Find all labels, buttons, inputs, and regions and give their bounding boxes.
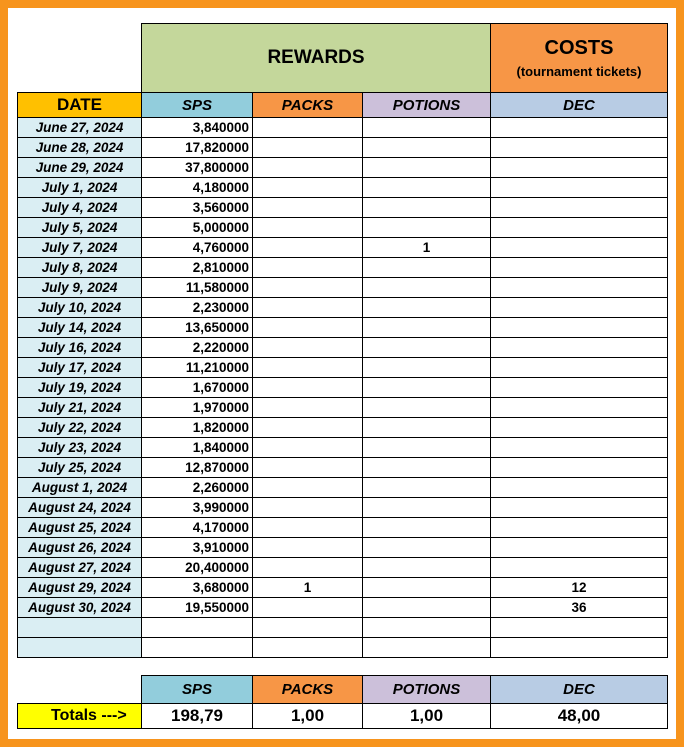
table-cell-packs[interactable]: [252, 517, 363, 538]
table-cell-dec[interactable]: [490, 457, 668, 478]
table-cell-packs[interactable]: [252, 117, 363, 138]
table-cell-potions[interactable]: [362, 337, 491, 358]
column-header-date[interactable]: [17, 92, 142, 118]
table-cell-dec[interactable]: [490, 177, 668, 198]
table-cell-dec[interactable]: [490, 257, 668, 278]
table-cell-sps-value: 17,820000: [185, 140, 249, 155]
table-cell-date[interactable]: [17, 237, 142, 258]
table-cell-sps-value: 3,990000: [192, 500, 249, 515]
costs-header-subtitle: (tournament tickets): [516, 64, 642, 79]
table-cell-date[interactable]: [17, 157, 142, 178]
table-cell-packs[interactable]: [252, 437, 363, 458]
table-cell-sps[interactable]: [141, 557, 253, 578]
table-cell-date[interactable]: [17, 277, 142, 298]
table-cell-sps-value: 2,810000: [192, 260, 249, 275]
table-cell-date[interactable]: [17, 137, 142, 158]
table-cell-sps-value: 3,910000: [192, 540, 249, 555]
table-cell-sps[interactable]: [141, 437, 253, 458]
table-cell-packs[interactable]: [252, 177, 363, 198]
totals-sps-value: 198,79: [171, 706, 223, 725]
table-cell-packs[interactable]: [252, 637, 363, 658]
table-cell-dec[interactable]: [490, 297, 668, 318]
column-header-date-label: DATE: [56, 95, 102, 114]
table-cell-date-value: July 8, 2024: [41, 260, 118, 275]
table-cell-date[interactable]: [17, 377, 142, 398]
table-cell-potions[interactable]: [362, 137, 491, 158]
totals-header-packs-label: PACKS: [281, 681, 334, 698]
table-cell-packs[interactable]: [252, 577, 363, 598]
table-cell-packs[interactable]: [252, 317, 363, 338]
table-cell-potions[interactable]: [362, 317, 491, 338]
table-cell-sps-value: 4,170000: [192, 520, 249, 535]
table-cell-dec[interactable]: [490, 377, 668, 398]
table-cell-date-value: June 28, 2024: [35, 140, 124, 155]
table-cell-date[interactable]: [17, 617, 142, 638]
table-cell-sps-value: 2,220000: [192, 340, 249, 355]
column-header-dec[interactable]: [490, 92, 668, 118]
totals-header-sps-label: SPS: [181, 681, 212, 698]
table-cell-date-value: July 17, 2024: [37, 360, 122, 375]
table-cell-dec[interactable]: [490, 537, 668, 558]
table-cell-date[interactable]: [17, 557, 142, 578]
table-cell-date-value: July 4, 2024: [41, 200, 118, 215]
table-cell-date-value: August 25, 2024: [28, 520, 131, 535]
table-cell-packs[interactable]: [252, 457, 363, 478]
totals-header-potions-label: POTIONS: [392, 681, 461, 698]
table-cell-dec[interactable]: [490, 617, 668, 638]
table-cell-potions[interactable]: [362, 237, 491, 258]
spreadsheet: [8, 8, 676, 739]
table-cell-potions[interactable]: [362, 437, 491, 458]
table-cell-date-value: August 30, 2024: [28, 600, 131, 615]
table-cell-sps-value: 19,550000: [185, 600, 249, 615]
rewards-header: [141, 23, 491, 93]
table-cell-sps[interactable]: [141, 537, 253, 558]
table-cell-sps-value: 13,650000: [185, 320, 249, 335]
table-cell-date-value: August 1, 2024: [31, 480, 128, 495]
rewards-header-label: REWARDS: [267, 47, 365, 68]
table-cell-potions[interactable]: [362, 557, 491, 578]
column-header-dec-label: DEC: [563, 96, 595, 114]
table-cell-potions[interactable]: [362, 577, 491, 598]
table-cell-sps-value: 12,870000: [185, 460, 249, 475]
table-cell-packs[interactable]: [252, 417, 363, 438]
table-cell-potions[interactable]: [362, 157, 491, 178]
column-header-sps[interactable]: [141, 92, 253, 118]
table-cell-packs[interactable]: [252, 597, 363, 618]
table-cell-sps[interactable]: [141, 117, 253, 138]
table-cell-potions[interactable]: [362, 397, 491, 418]
table-cell-sps[interactable]: [141, 217, 253, 238]
table-cell-sps-value: 2,230000: [192, 300, 249, 315]
table-cell-potions[interactable]: [362, 117, 491, 138]
table-cell-packs-value: 1: [303, 580, 312, 595]
table-cell-date[interactable]: [17, 197, 142, 218]
table-cell-sps-value: 1,820000: [192, 420, 249, 435]
table-cell-packs[interactable]: [252, 557, 363, 578]
table-cell-sps[interactable]: [141, 177, 253, 198]
table-cell-sps[interactable]: [141, 317, 253, 338]
totals-header-sps[interactable]: [141, 675, 253, 704]
totals-packs-value: 1,00: [290, 706, 325, 725]
table-cell-potions[interactable]: [362, 297, 491, 318]
table-cell-date-value: July 7, 2024: [41, 240, 118, 255]
table-cell-packs[interactable]: [252, 137, 363, 158]
table-cell-dec[interactable]: [490, 197, 668, 218]
totals-dec[interactable]: [490, 703, 668, 729]
table-cell-potions[interactable]: [362, 417, 491, 438]
table-cell-potions[interactable]: [362, 377, 491, 398]
table-cell-sps[interactable]: [141, 577, 253, 598]
table-cell-sps[interactable]: [141, 297, 253, 318]
table-cell-dec[interactable]: [490, 237, 668, 258]
table-cell-date-value: June 29, 2024: [35, 160, 124, 175]
table-cell-date[interactable]: [17, 317, 142, 338]
totals-label[interactable]: [17, 703, 142, 729]
table-cell-date-value: August 26, 2024: [28, 540, 131, 555]
table-cell-dec[interactable]: [490, 357, 668, 378]
table-cell-date-value: July 10, 2024: [37, 300, 122, 315]
table-cell-packs[interactable]: [252, 157, 363, 178]
table-cell-sps-value: 5,000000: [192, 220, 249, 235]
table-cell-packs[interactable]: [252, 217, 363, 238]
totals-potions[interactable]: [362, 703, 491, 729]
table-cell-sps[interactable]: [141, 457, 253, 478]
table-cell-date-value: August 27, 2024: [28, 560, 131, 575]
table-cell-packs[interactable]: [252, 377, 363, 398]
table-cell-potions[interactable]: [362, 217, 491, 238]
table-cell-sps-value: 11,580000: [185, 280, 249, 295]
table-cell-dec[interactable]: [490, 217, 668, 238]
table-cell-dec[interactable]: [490, 597, 668, 618]
table-cell-dec[interactable]: [490, 277, 668, 298]
table-cell-sps-value: 4,760000: [192, 240, 249, 255]
table-cell-sps-value: 3,560000: [192, 200, 249, 215]
table-cell-packs[interactable]: [252, 257, 363, 278]
table-cell-sps[interactable]: [141, 377, 253, 398]
table-cell-sps[interactable]: [141, 157, 253, 178]
table-cell-potions[interactable]: [362, 617, 491, 638]
table-cell-date[interactable]: [17, 537, 142, 558]
table-cell-packs[interactable]: [252, 537, 363, 558]
table-cell-date[interactable]: [17, 357, 142, 378]
totals-header-dec-label: DEC: [563, 681, 595, 698]
table-cell-potions[interactable]: [362, 637, 491, 658]
table-cell-packs[interactable]: [252, 617, 363, 638]
table-cell-date[interactable]: [17, 577, 142, 598]
table-cell-dec[interactable]: [490, 557, 668, 578]
table-cell-date[interactable]: [17, 517, 142, 538]
table-cell-date[interactable]: [17, 297, 142, 318]
table-cell-sps-value: 37,800000: [185, 160, 249, 175]
table-cell-date[interactable]: [17, 417, 142, 438]
column-header-potions-label: POTIONS: [392, 96, 461, 114]
table-cell-packs[interactable]: [252, 477, 363, 498]
table-cell-potions[interactable]: [362, 177, 491, 198]
table-cell-sps[interactable]: [141, 277, 253, 298]
table-cell-potions[interactable]: [362, 517, 491, 538]
table-cell-date[interactable]: [17, 177, 142, 198]
totals-dec-value: 48,00: [557, 706, 601, 725]
table-cell-sps[interactable]: [141, 337, 253, 358]
table-cell-sps[interactable]: [141, 357, 253, 378]
table-cell-date-value: July 16, 2024: [37, 340, 122, 355]
table-cell-sps[interactable]: [141, 637, 253, 658]
totals-header-packs[interactable]: [252, 675, 363, 704]
table-cell-sps-value: 3,680000: [192, 580, 249, 595]
table-cell-potions[interactable]: [362, 597, 491, 618]
table-cell-sps[interactable]: [141, 397, 253, 418]
table-cell-sps-value: 1,670000: [192, 380, 249, 395]
table-cell-packs[interactable]: [252, 497, 363, 518]
table-cell-date[interactable]: [17, 117, 142, 138]
table-cell-date[interactable]: [17, 597, 142, 618]
table-cell-dec[interactable]: [490, 497, 668, 518]
table-cell-date-value: July 14, 2024: [37, 320, 122, 335]
table-cell-date[interactable]: [17, 397, 142, 418]
totals-header-dec[interactable]: [490, 675, 668, 704]
table-cell-sps-value: 20,400000: [185, 560, 249, 575]
table-cell-date[interactable]: [17, 497, 142, 518]
table-cell-potions[interactable]: [362, 457, 491, 478]
table-cell-potions[interactable]: [362, 477, 491, 498]
table-cell-date[interactable]: [17, 477, 142, 498]
table-cell-date-value: July 21, 2024: [37, 400, 122, 415]
table-cell-date[interactable]: [17, 217, 142, 238]
table-cell-date-value: August 29, 2024: [28, 580, 131, 595]
table-cell-dec[interactable]: [490, 477, 668, 498]
table-cell-sps-value: 1,970000: [192, 400, 249, 415]
table-cell-packs[interactable]: [252, 237, 363, 258]
table-cell-potions-value: 1: [422, 240, 431, 255]
table-cell-potions[interactable]: [362, 257, 491, 278]
table-cell-dec-value: 36: [571, 600, 587, 615]
table-cell-potions[interactable]: [362, 277, 491, 298]
table-cell-dec[interactable]: [490, 577, 668, 598]
table-cell-packs[interactable]: [252, 357, 363, 378]
table-cell-potions[interactable]: [362, 357, 491, 378]
totals-sps[interactable]: [141, 703, 253, 729]
table-cell-sps-value: 11,210000: [185, 360, 249, 375]
table-cell-date[interactable]: [17, 257, 142, 278]
table-cell-potions[interactable]: [362, 497, 491, 518]
costs-header-title: COSTS: [544, 37, 614, 59]
table-cell-date-value: July 5, 2024: [41, 220, 118, 235]
table-cell-dec[interactable]: [490, 317, 668, 338]
table-cell-sps-value: 4,180000: [192, 180, 249, 195]
table-cell-date-value: July 25, 2024: [37, 460, 122, 475]
table-cell-dec[interactable]: [490, 137, 668, 158]
table-cell-sps[interactable]: [141, 197, 253, 218]
totals-packs[interactable]: [252, 703, 363, 729]
table-cell-sps[interactable]: [141, 617, 253, 638]
totals-potions-value: 1,00: [409, 706, 444, 725]
table-cell-date[interactable]: [17, 437, 142, 458]
table-cell-packs[interactable]: [252, 397, 363, 418]
table-cell-dec[interactable]: [490, 397, 668, 418]
table-cell-dec[interactable]: [490, 417, 668, 438]
table-cell-sps[interactable]: [141, 257, 253, 278]
table-cell-dec[interactable]: [490, 637, 668, 658]
column-header-packs-label: PACKS: [281, 96, 334, 114]
table-cell-date-value: July 9, 2024: [41, 280, 118, 295]
table-cell-packs[interactable]: [252, 277, 363, 298]
table-cell-sps[interactable]: [141, 237, 253, 258]
table-cell-packs[interactable]: [252, 337, 363, 358]
table-cell-sps[interactable]: [141, 517, 253, 538]
table-cell-packs[interactable]: [252, 197, 363, 218]
table-cell-potions[interactable]: [362, 537, 491, 558]
table-cell-sps-value: 2,260000: [192, 480, 249, 495]
table-cell-date[interactable]: [17, 637, 142, 658]
table-cell-date-value: July 22, 2024: [37, 420, 122, 435]
table-cell-date-value: July 1, 2024: [41, 180, 118, 195]
totals-header-potions[interactable]: [362, 675, 491, 704]
table-cell-sps-value: 3,840000: [192, 120, 249, 135]
table-cell-packs[interactable]: [252, 297, 363, 318]
column-header-packs[interactable]: [252, 92, 363, 118]
table-cell-dec[interactable]: [490, 157, 668, 178]
table-cell-sps-value: 1,840000: [192, 440, 249, 455]
table-cell-dec[interactable]: [490, 437, 668, 458]
table-cell-date-value: August 24, 2024: [28, 500, 131, 515]
table-cell-potions[interactable]: [362, 197, 491, 218]
table-cell-sps[interactable]: [141, 497, 253, 518]
table-cell-date-value: July 19, 2024: [37, 380, 122, 395]
table-cell-dec-value: 12: [571, 580, 587, 595]
table-cell-dec[interactable]: [490, 517, 668, 538]
table-cell-date-value: July 23, 2024: [37, 440, 122, 455]
table-cell-sps[interactable]: [141, 597, 253, 618]
table-cell-dec[interactable]: [490, 117, 668, 138]
table-cell-date[interactable]: [17, 457, 142, 478]
table-cell-date[interactable]: [17, 337, 142, 358]
table-cell-dec[interactable]: [490, 337, 668, 358]
table-cell-sps[interactable]: [141, 417, 253, 438]
column-header-sps-label: SPS: [181, 96, 212, 114]
costs-header: [490, 23, 668, 93]
table-cell-sps[interactable]: [141, 477, 253, 498]
table-cell-sps[interactable]: [141, 137, 253, 158]
table-cell-date-value: June 27, 2024: [35, 120, 124, 135]
column-header-potions[interactable]: [362, 92, 491, 118]
totals-label-text: Totals --->: [51, 707, 127, 724]
